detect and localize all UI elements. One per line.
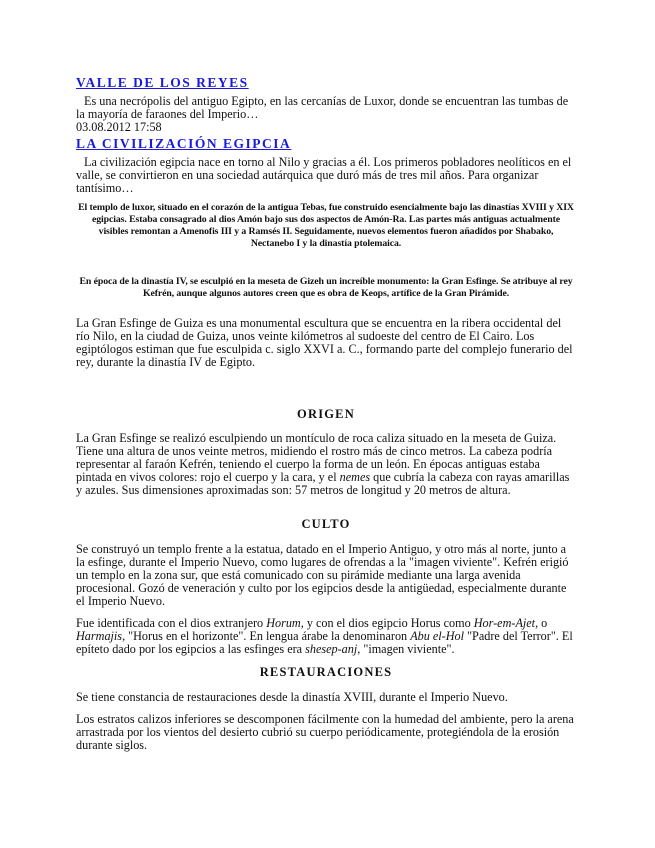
restauraciones-paragraph-1: Se tiene constancia de restauraciones desde la dinastía XVIII, durante el Imperio Nuevo. bbox=[76, 690, 508, 704]
section-heading-restauraciones: RESTAURACIONES bbox=[259, 665, 393, 679]
origen-paragraph: La Gran Esfinge se realizó esculpiendo un montículo de roca caliza situado en la meseta de Guiza. Tiene una altura de unos veinte metros, midiendo el rostro más de cinco metros. La cabeza podría representar al faraón Kefrén, teniendo el cuerpo la forma de un león. En épocas antiguas estaba pintada en vivos colores: rojo el cuerpo y la cara, y el nemes que cubría la cabeza con rayas amarillas y azules. Sus dimensiones aproximadas son: 57 metros de longitud y 20 metros de altura. bbox=[76, 431, 570, 497]
article-summary-civilizacion: La civilización egipcia nace en torno al Nilo y gracias a él. Los primeros pobladores neolíticos en el valle, se convirtieron en una sociedad autárquica que duró más de tres mil años. Para organizar tantísimo… bbox=[76, 155, 572, 195]
article-summary-valle: Es una necrópolis del antiguo Egipto, en las cercanías de Luxor, donde se encuentran las tumbas de la mayoría de faraones del Imperio… bbox=[76, 94, 569, 121]
luxor-note: El templo de luxor, situado en el corazón de la antigua Tebas, fue construido esencialmente bajo las dinastías XVIII y XIX egipcias. Estaba consagrado al dios Amón bajo sus dos aspectos de Amón-Ra. Las partes más antiguas actualmente visibles remontan a Amenofis III y a Ramsés II. Seguidamente, nuevos elementos fueron añadidos por Shabako, Nectanebo I y la dinastía ptolemaica. bbox=[78, 202, 574, 249]
section-heading-origen: ORIGEN bbox=[297, 407, 355, 421]
sphinx-note: En época de la dinastía IV, se esculpió en la meseta de Gizeh un increíble monumento: la Gran Esfinge. Se atribuye al rey Kefrén, aunque algunos autores creen que es obra de Keops, artífice de la Gran Pirámide. bbox=[79, 276, 573, 299]
article-title-link-valle[interactable]: VALLE DE LOS REYES bbox=[76, 75, 249, 90]
restauraciones-paragraph-2: Los estratos calizos inferiores se descomponen fácilmente con la humedad del ambiente, pero la arena arrastrada por los vientos del desierto cubrió su cuerpo periódicamente, protegiéndola de la erosión durante siglos. bbox=[76, 712, 574, 752]
intro-paragraph: La Gran Esfinge de Guiza es una monumental escultura que se encuentra en la ribera occidental del río Nilo, en la ciudad de Guiza, unos veinte kilómetros al sudoeste del centro de El Cairo. Los egiptólogos estiman que fue esculpida c. siglo XXVI a. C., formando parte del complejo funerario del rey, durante la dinastía IV de Egipto. bbox=[76, 316, 573, 369]
section-heading-culto: CULTO bbox=[301, 517, 351, 531]
culto-paragraph-1: Se construyó un templo frente a la estatua, datado en el Imperio Antiguo, y otro más al norte, junto a la esfinge, durante el Imperio Nuevo, como lugares de ofrendas a la "imagen viviente". Kefrén erigió un templo en la zona sur, que está comunicado con su pirámide mediante una larga avenida procesional. Gozó de veneración y culto por los egipcios desde la antigüedad, especialmente durante el Imperio Nuevo. bbox=[76, 542, 569, 608]
article-date: 03.08.2012 17:58 bbox=[76, 120, 162, 134]
article-title-link-civilizacion[interactable]: LA CIVILIZACIÓN EGIPCIA bbox=[76, 136, 292, 151]
culto-paragraph-2: Fue identificada con el dios extranjero Horum, y con el dios egipcio Horus como Hor-em-Ajet, o Harmajis, "Horus en el horizonte". En lengua árabe la denominaron Abu el-Hol "Padre del Terror". El epíteto dado por los egipcios a las esfinges era shesep-anj, "imagen viviente". bbox=[76, 616, 573, 656]
